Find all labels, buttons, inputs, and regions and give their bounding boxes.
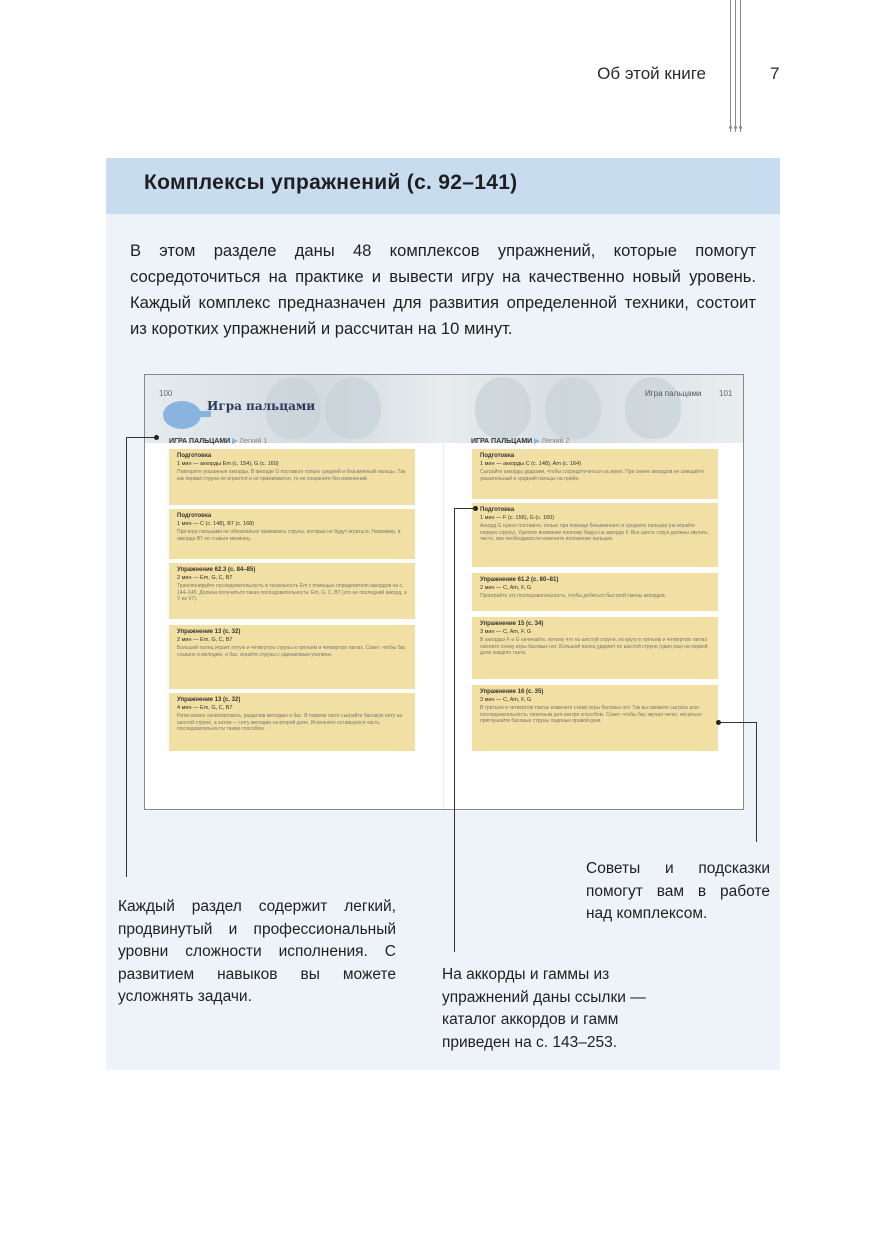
callout-line-tips — [719, 722, 757, 723]
callout-line-references — [454, 508, 474, 509]
callout-line-tips — [756, 722, 757, 842]
rule-dot — [734, 126, 737, 129]
exercise-card: Упражнение 13 (с. 32) 2 мин — Em, G, C, B7 Большой палец играет пятую и четвертую струны в третьем и четвертом тактах. Совет: чтобы бас слышно и мелодию, и бас, играйте струны с одинаковым усилием. — [169, 625, 415, 689]
callout-line-references — [454, 508, 455, 952]
exercise-card: Упражнение 15 (с. 34) 3 мин — C, Am, F, G В аккордах F и G начинайте, потому что на шестой струне, по кругу в третьем и четвертом тактах смените схему игры басовых нот. Большой палец ударяет по шестой струне (один раз) на первой доле каждого такта. — [472, 617, 718, 679]
exercise-card: Упражнение 61.2 (с. 80–81) 2 мин — C, Am, F, G Проиграйте эту последовательность, чтобы добиться быстрой смены аккордов. — [472, 573, 718, 611]
spread-chapter-title: Игра пальцами — [207, 399, 316, 413]
rule-dot — [739, 126, 742, 129]
header-rule — [740, 0, 741, 132]
callout-dot — [473, 506, 478, 511]
exercise-card: Подготовка 1 мин — F (с. 156), G (с. 160) Аккорд G нужно поставить только при помощи безымянного и среднего пальцев (не играйте первую струну). Уделите внимание полному баррэ на аккорде F. Все шесть струн должны звучать чисто, при необходимости измените положение пальцев. — [472, 503, 718, 567]
book-spread-preview — [144, 374, 744, 810]
spread-right-page-number: 101 — [719, 389, 733, 398]
guitar-illustration — [625, 377, 681, 439]
callout-line-levels — [126, 437, 156, 438]
spread-left-page-number: 100 — [159, 389, 173, 398]
callout-dot — [154, 435, 159, 440]
guitar-illustration — [475, 377, 531, 439]
header-rule — [730, 0, 731, 132]
callout-dot — [716, 720, 721, 725]
level-label-right: ИГРА ПАЛЬЦАМИ ▶ Легкий 2 — [471, 438, 570, 445]
level-label-left: ИГРА ПАЛЬЦАМИ ▶ Легкий 1 — [169, 438, 268, 445]
header-rule — [735, 0, 736, 132]
callout-line-levels — [126, 437, 127, 877]
triangle-icon: ▶ — [232, 438, 238, 445]
page-number: 7 — [770, 64, 780, 83]
exercise-card: Подготовка 1 мин — аккорды Em (с. 154), G (с. 160) Повторите указанные аккорды. В аккорде G поставьте только средний и безымянный пальцы. Так как первая струна не играется и не прижимается, то ее сохраните без изменений. — [169, 449, 415, 505]
spread-fold — [443, 375, 444, 809]
callout-references: На аккорды и гаммы из упражнений даны ссылки — каталог аккордов и гамм приведен на с. 143–253. — [442, 966, 646, 1051]
triangle-icon: ▶ — [534, 438, 540, 445]
spread-running-title: Игра пальцами — [645, 389, 702, 398]
callout-levels: Каждый раздел содержит легкий, продвинутый и профессиональный уровни сложности исполнения. С развитием навыков вы можете усложнять задачи. — [118, 898, 396, 1005]
section-banner — [106, 158, 780, 214]
section-title: Комплексы упражнений (с. 92–141) — [144, 171, 518, 194]
rule-dot — [729, 126, 732, 129]
callout-tips: Советы и подсказки помогут вам в работе над комплексом. — [586, 860, 770, 922]
guitar-illustration — [545, 377, 601, 439]
guitar-illustration — [325, 377, 381, 439]
exercise-card: Упражнение 62.3 (с. 84–85) 2 мин — Em, G, C, B7 Транспонируйте последовательность в тональность Em с помощью определителя аккордов на с. 144–145. Должна получиться такая последовательность: Em, G, C, B7 (это не последний аккорд, а V из V7). — [169, 563, 415, 619]
section-intro: В этом разделе даны 48 комплексов упражнений, которые помогут сосредоточиться на практике и вывести игру на качественно новый уровень. Каждый комплекс предназначен для развития определенной техники, состоит из коротких упражнений и рассчитан на 10 минут. — [130, 241, 756, 338]
running-header-title: Об этой книге — [597, 64, 706, 83]
exercise-card: Упражнение 13 (с. 32) 4 мин — Em, G, C, B7 Ритм можно синкопировать, разделив мелодию и бас. В первом такте сыграйте басовую ноту на шестой струне, а затем — ноту мелодии на второй доле. Исполните оставшуюся часть последовательности таким способом. — [169, 693, 415, 751]
exercise-card: Подготовка 1 мин — C (с. 148), B7 (с. 168) При игре пальцами не обязательно прижимать струны, которые не будут играться. Например, в аккорде B7 не ставьте мизинец. — [169, 509, 415, 559]
exercise-card: Упражнение 16 (с. 35) 3 мин — C, Am, F, G В третьем и четвертом тактах измените схему игры басовых нот. Так вы сможете сыграть всю последовательность типичным для кантри способом. Совет: чтобы бас звучал четко, несильно приглушайте басовые струны ладонью правой руки. — [472, 685, 718, 751]
exercise-card: Подготовка 1 мин — аккорды C (с. 148), Am (с. 164) Сыграйте аккорды ударами, чтобы сосредоточиться на звуке. При смене аккордов не смещайте указательный и средний пальцы на грифе. — [472, 449, 718, 499]
